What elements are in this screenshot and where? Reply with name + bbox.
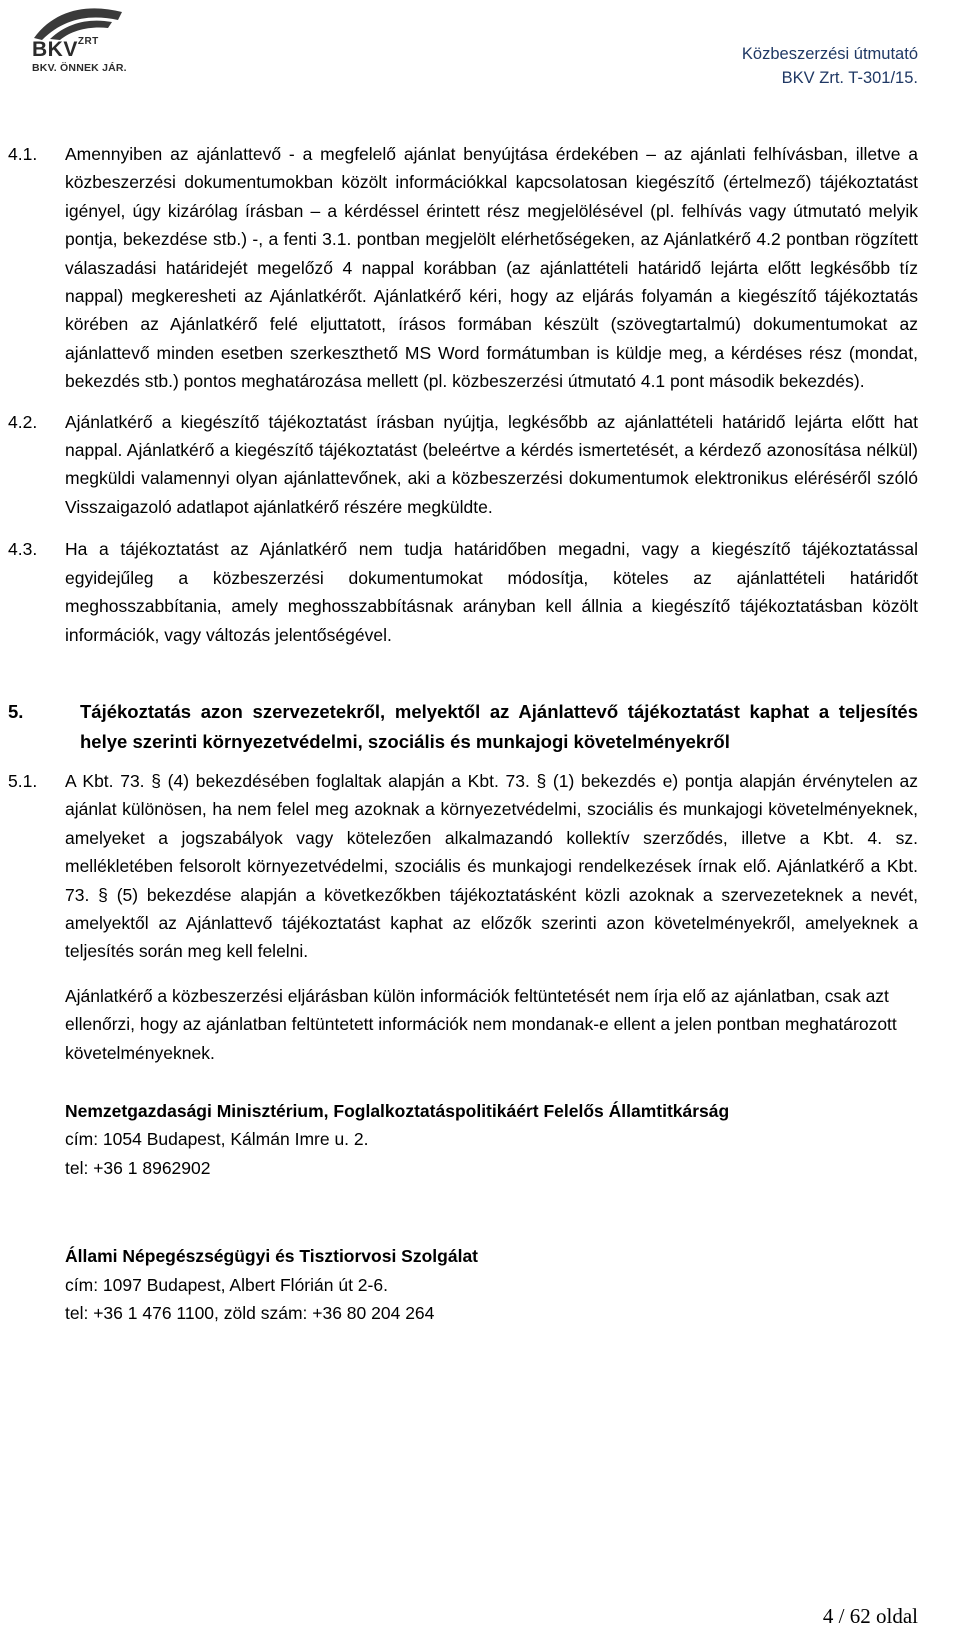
section-4-3 [0,535,960,649]
section-number: 5.1. [8,770,38,791]
organization-address: cím: 1097 Budapest, Albert Flórián út 2-6. [65,1274,388,1295]
organization-address: cím: 1054 Budapest, Kálmán Imre u. 2. [65,1129,369,1150]
section-text: A Kbt. 73. § (4) bekezdésében foglaltak alapján a Kbt. 73. § (1) bekezdés e) pontja alapján érvénytelen az ajánlat különösen, ha nem felel meg azoknak a környezetvédelmi, szociális és munkajogi követelményeknek, amelyeket a jogszabályok vagy kötelezően alkalmazandó kollektív szerződés, illetve a Kbt. 4. sz. mellékletében felsorolt környezetvédelmi, szociális és munkajogi rendelkezések írnak elő. Ajánlatkérő a Kbt. 73. § (5) bekezdése alapján a következőkben tájékoztatásként közli azoknak a szervezeteknek a nevét, amelyektől az Ajánlattevő tájékoztatást kaphat az előzők szerinti azon követelményekről, amelyeknek a teljesítés során meg kell felelni. [65,770,918,962]
logo-text: $BKV^{ZRT}$ [32,36,99,61]
organization-phone: tel: +36 1 476 1100, zöld szám: +36 80 204 264 [65,1303,435,1323]
organization-phone: tel: +36 1 8962902 [65,1157,211,1178]
document-body [0,140,960,1327]
section-heading-text: Tájékoztatás azon szervezetekről, melyektől az Ajánlattevő tájékoztatást kaphat a teljesítés helye szerinti környezetvédelmi, szociális és munkajogi követelményekről [80,700,918,752]
organization-block [65,1097,960,1182]
section-text: Ha a tájékoztatást az Ajánlatkérő nem tudja határidőben megadni, vagy a kiegészítő tájékoztatással egyidejűleg a közbeszerzési dokumentumokat módosítja, köteles az ajánlattételi határidőt meghosszabbítania, amely meghosszabbításnak arányban kell állnia a kiegészítő tájékoztatásban közölt információk, vagy változás jelentőségével. [65,539,918,645]
section-number: 4.1. [8,144,38,164]
section-number: 4.2. [8,411,38,432]
doc-reference: BKV Zrt. T-301/15. [781,69,918,87]
section-5-1 [0,767,960,966]
section-5-heading [0,697,960,757]
organization-name: Nemzetgazdasági Minisztérium, Foglalkoztatáspolitikáért Felelős Államtitkárság [65,1100,730,1121]
organization-name: Állami Népegészségügyi és Tisztiorvosi Szolgálat [65,1246,479,1267]
organization-block [65,1242,960,1327]
logo-slogan: BKV. ÖNNEK JÁR. [32,62,127,74]
section-number: 5. [8,700,24,722]
header-doc-info [742,42,918,90]
page-header [0,0,960,110]
paragraph-text: Ajánlatkérő a közbeszerzési eljárásban külön információk feltüntetését nem írja elő az ajánlatban, csak azt ellenőrzi, hogy az ajánlatban feltüntetett információk nem mondanak-e ellent a jelen pontban meghatározott követelményeknek. [65,985,897,1063]
section-number: 4.3. [8,539,38,560]
section-text: Amennyiben az ajánlattevő - a megfelelő ajánlat benyújtása érdekében – az ajánlati felhívásban, illetve a közbeszerzési dokumentumokban közölt információkkal kapcsolatosan kiegészítő (értelmező) tájékoztatást igényel, úgy kizárólag írásban – a kérdéssel érintett rész megjelölésével (pl. felhívás vagy útmutató melyik pontja, bekezdése stb.) -, a fenti 3.1. pontban megjelölt elérhetőségeken, az Ajánlatkérő 4.2 pontban rögzített válaszadási határidejét megelőző 4 nappal korábban (az ajánlattételi határidő lejárta előtt legkésőbb tíz nappal) megkeresheti az Ajánlatkérőt. Ajánlatkérő kéri, hogy az eljárás folyamán a kiegészítő tájékoztatás körében az Ajánlatkérő felé eljuttatott, írásos formában készült (szövegtartalmú) dokumentumokat az ajánlattevő minden esetben szerkeszthető MS Word formátumban is küldje meg, a kérdéses rész (mondat, bekezdés stb.) pontos meghatározása mellett (pl. közbeszerzési útmutató 4.1 pont második bekezdés). [65,144,918,392]
section-text: Ajánlatkérő a kiegészítő tájékoztatást írásban nyújtja, legkésőbb az ajánlattételi határidő lejárta előtt hat nappal. Ajánlatkérő a kiegészítő tájékoztatást (beleértve a kérdés ismertetését, a kérdező azonosítása nélkül) megküldi valamennyi olyan ajánlattevőnek, aki a közbeszerzési dokumentumok elektronikus eléréséről szóló Visszaigazoló adatlapot ajánlatkérő részére megküldte. [65,411,918,517]
doc-title: Közbeszerzési útmutató [741,45,918,63]
section-4-2 [0,408,960,522]
page-number: 4 / 62 oldal [822,1604,918,1628]
section-5-1-paragraph-2 [0,982,960,1067]
bkv-logo [28,2,128,80]
section-4-1 [0,140,960,396]
